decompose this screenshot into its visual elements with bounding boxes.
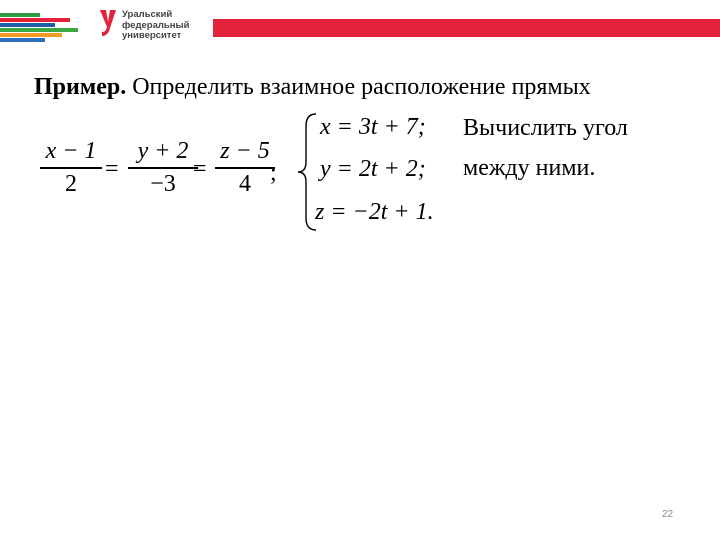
equation-x: x = 3t + 7; [320,114,426,140]
fraction-denominator: 2 [65,170,77,197]
stripe [0,33,62,37]
fraction-bar [128,167,198,169]
semicolon: ; [270,160,277,186]
logo-text [122,10,189,42]
header-accent-bar [213,19,720,37]
fraction-denominator: 4 [239,170,251,197]
equation-y: y = 2t + 2; [320,156,426,182]
logo-line: университет [122,30,182,41]
logo-line: Уральский [122,9,173,20]
stripe [0,18,70,22]
equals-sign: = [193,156,207,182]
slide-title [34,74,591,101]
equation-z: z = −2t + 1. [315,199,434,225]
page-number: 22 [662,509,674,520]
fraction-bar [215,167,275,169]
title-text: Определить взаимное расположение прямых [126,74,591,100]
stripe [0,13,40,17]
stripe [0,38,45,42]
equals-sign: = [105,156,119,182]
fraction-z [215,138,275,198]
fraction-bar [40,167,102,169]
stripe [0,28,78,32]
fraction-numerator: x − 1 [45,138,97,164]
task-text-line2: между ними. [463,155,596,181]
fraction-numerator: z − 5 [220,138,270,164]
fraction-x [40,138,102,198]
fraction-y [128,138,198,198]
title-label: Пример. [34,74,127,100]
logo-line: федеральный [122,19,190,31]
university-stripes [0,13,80,43]
stripe [0,23,55,27]
fraction-numerator: y + 2 [137,138,189,164]
urfu-logo-icon [98,8,118,38]
task-text-line1: Вычислить угол [463,115,628,141]
fraction-denominator: −3 [150,170,176,197]
